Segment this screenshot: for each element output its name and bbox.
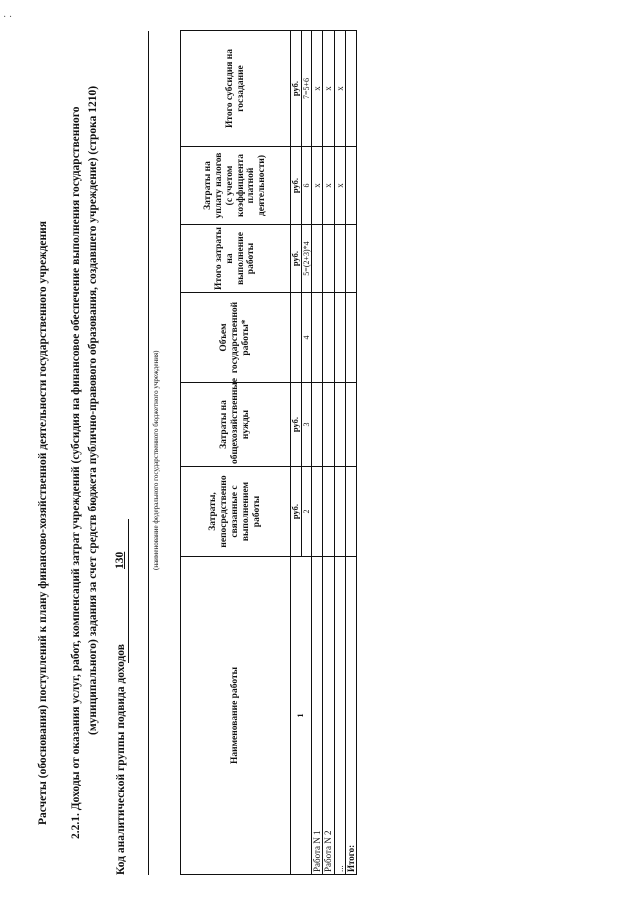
table-row	[311, 31, 322, 875]
table-cell	[345, 31, 356, 147]
column-number-cell: 1	[291, 557, 312, 875]
table-row	[334, 31, 345, 875]
table-cell: х	[334, 31, 345, 147]
unit-cell: руб.	[291, 31, 302, 147]
header-cell: Затраты на уплату налогов (с учетом коэффициента платной деятельности)	[181, 147, 291, 225]
table-cell	[334, 293, 345, 383]
calculation-table	[180, 30, 357, 875]
table-cell	[311, 467, 322, 557]
column-number-cell: 4	[301, 293, 311, 383]
total-row	[345, 31, 356, 875]
table-cell	[334, 225, 345, 293]
table-cell: х	[323, 31, 334, 147]
institution-line	[148, 31, 149, 875]
table-cell	[345, 383, 356, 467]
institution-note: (наименование федерального государственного бюджетного учреждения)	[152, 350, 160, 570]
unit-cell	[291, 293, 302, 383]
table-cell: х	[311, 147, 322, 225]
document-title: Расчеты (обоснования) поступлений к плану финансово-хозяйственной деятельности государственного учреждения	[37, 221, 49, 825]
table-cell	[323, 467, 334, 557]
table-cell	[345, 467, 356, 557]
header-cell: Затраты на общехозяйственные нужды	[181, 383, 291, 467]
header-cell: Затраты, непосредственно связанные с выполнением работы	[181, 467, 291, 557]
table-cell	[334, 383, 345, 467]
margin-mark: · ·	[3, 12, 13, 23]
header-cell: Итого субсидия на госзадание	[181, 31, 291, 147]
table-cell	[323, 383, 334, 467]
table-cell	[345, 225, 356, 293]
column-number-cell: 6	[301, 147, 311, 225]
header-cell: Объем государственной работы*	[181, 293, 291, 383]
column-number-cell: 3	[301, 383, 311, 467]
header-cell: Итого затраты на выполнение работы	[181, 225, 291, 293]
units-row	[291, 31, 302, 875]
column-number-cell: 7=5+6	[301, 31, 311, 147]
work-name-cell: Работа N 1	[311, 557, 322, 875]
table-cell	[311, 383, 322, 467]
code-underline	[128, 519, 129, 663]
unit-cell: руб.	[291, 147, 302, 225]
table-cell: х	[323, 147, 334, 225]
unit-cell: руб.	[291, 225, 302, 293]
table-cell: х	[334, 147, 345, 225]
table-cell	[323, 293, 334, 383]
table-row	[323, 31, 334, 875]
table-cell	[334, 467, 345, 557]
table-cell	[345, 293, 356, 383]
unit-cell: руб.	[291, 467, 302, 557]
table-cell	[345, 147, 356, 225]
table-cell	[323, 225, 334, 293]
table-cell: х	[311, 31, 322, 147]
section-heading-line2: (муниципального) задания за счет средств бюджета публично-правового образования, создавшего учреждение) (строка 1210)	[87, 85, 99, 735]
table-cell	[311, 225, 322, 293]
unit-cell: руб.	[291, 383, 302, 467]
column-number-cell: 5=(2+3)*4	[301, 225, 311, 293]
header-cell: Наименование работы	[181, 557, 291, 875]
code-value: 130	[114, 551, 126, 569]
table-cell	[311, 293, 322, 383]
work-name-cell: ...	[334, 557, 345, 875]
total-label: Итого:	[345, 557, 356, 875]
section-heading-line1: 2.2.1. Доходы от оказания услуг, работ, компенсаций затрат учреждений (субсидия на финансовое обеспечение выполнения государственного	[70, 106, 82, 839]
column-number-cell: 2	[301, 467, 311, 557]
code-label: Код аналитической группы подвида доходов	[115, 644, 127, 875]
header-row	[181, 31, 291, 875]
work-name-cell: Работа N 2	[323, 557, 334, 875]
